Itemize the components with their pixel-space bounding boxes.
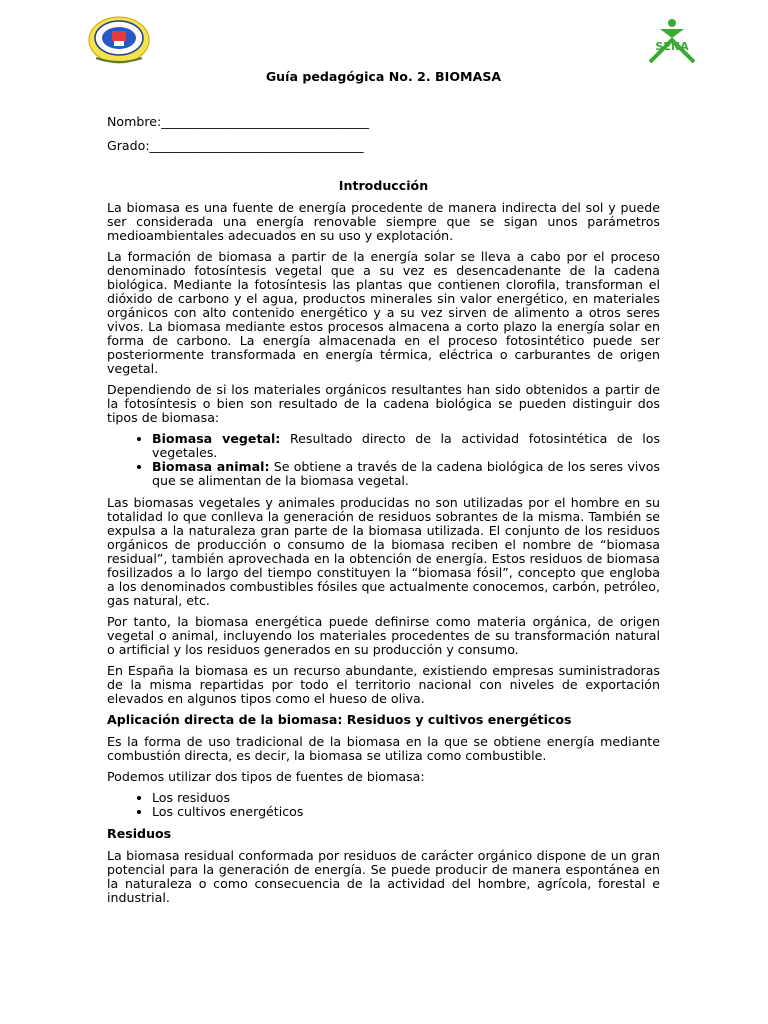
intro-paragraph-6: En España la biomasa es un recurso abundante, existiendo empresas suministradoras de la misma repartidas por todo el territorio nacional con niveles de exportación elevados en algunos tipos como el hueso de oliva.: [107, 663, 660, 706]
list-item-text: Resultado directo de la actividad fotosintética de los vegetales.: [152, 431, 661, 460]
list-item: • Los cultivos energéticos: [152, 805, 660, 819]
name-field: Nombre:_________________________________: [107, 114, 370, 129]
page-title: Guía pedagógica No. 2. BIOMASA: [265, 69, 502, 84]
biomass-types-list: [107, 432, 660, 488]
intro-heading: Introducción: [338, 178, 429, 193]
intro-paragraph-4: Las biomasas vegetales y animales producidas no son utilizadas por el hombre en su totalidad lo que conlleva la generación de residuos sobrantes de la misma. También se expulsa a la naturaleza gran parte de la biomasa utilizada. El conjunto de los residuos orgánicos de producción o consumo de la biomasa reciben el nombre de “biomasa residual”, también aprovechada en la obtención de energía. Estos residuos de biomasa fosilizados a lo largo del tiempo constituyen la “biomasa fósil”, concepto que engloba a los denominados combustibles fósiles que actualmente conocemos, carbón, petróleo, gas natural, etc.: [107, 495, 660, 608]
application-paragraph-1: Es la forma de uso tradicional de la biomasa en la que se obtiene energía mediante combustión directa, es decir, la biomasa se utiliza como combustible.: [107, 734, 660, 763]
intro-paragraph-5: Por tanto, la biomasa energética puede definirse como materia orgánica, de origen vegetal o animal, incluyendo los materiales procedentes de su transformación natural o artificial y los residuos generados en su producción y consumo.: [107, 614, 660, 657]
sena-logo: [640, 18, 704, 64]
application-heading: Aplicación directa de la biomasa: Residuos y cultivos energéticos: [107, 712, 572, 727]
list-item: [152, 432, 660, 460]
list-item-text: Se obtiene a través de la cadena biológica de los seres vivos que se alimentan de la biomasa vegetal.: [152, 459, 660, 488]
residues-paragraph-1: La biomasa residual conformada por residuos de carácter orgánico dispone de un gran potencial para la generación de energía. Se puede producir de manera espontánea en la naturaleza o como consecuencia de la actividad del hombre, agrícola, forestal e industrial.: [107, 848, 660, 905]
list-item-term: Biomasa animal:: [152, 459, 270, 474]
intro-paragraph-3: Dependiendo de si los materiales orgánicos resultantes han sido obtenidos a partir de la fotosíntesis o bien son resultado de la cadena biológica se pueden distinguir dos tipos de biomasa:: [107, 382, 660, 425]
sena-logo-text: SENA: [655, 40, 689, 53]
list-item-term: Biomasa vegetal:: [152, 431, 281, 446]
school-crest-logo: [88, 14, 150, 66]
list-item: • Los residuos: [152, 791, 660, 805]
biomass-sources-list: [107, 791, 660, 819]
application-paragraph-2: Podemos utilizar dos tipos de fuentes de biomasa:: [107, 769, 425, 784]
intro-paragraph-1: La biomasa es una fuente de energía procedente de manera indirecta del sol y puede ser considerada una energía renovable siempre que se sigan unos parámetros medioambientales adecuados en su uso y explotación.: [107, 200, 660, 243]
list-item: [152, 460, 660, 488]
document-body: [107, 70, 660, 912]
grade-field: Grado:__________________________________: [107, 138, 364, 153]
residues-heading: Residuos: [107, 826, 172, 841]
intro-paragraph-2: La formación de biomasa a partir de la energía solar se lleva a cabo por el proceso denominado fotosíntesis vegetal que a su vez es desencadenante de la cadena biológica. Mediante la fotosíntesis las plantas que contienen clorofila, transforman el dióxido de carbono y el agua, productos minerales sin valor energético, en materiales orgánicos con alto contenido energético y a su vez sirven de alimento a otros seres vivos. La biomasa mediante estos procesos almacena a corto plazo la energía solar en forma de carbono. La energía almacenada en el proceso fotosintético puede ser posteriormente transformada en energía térmica, eléctrica o carburantes de origen vegetal.: [107, 249, 660, 376]
